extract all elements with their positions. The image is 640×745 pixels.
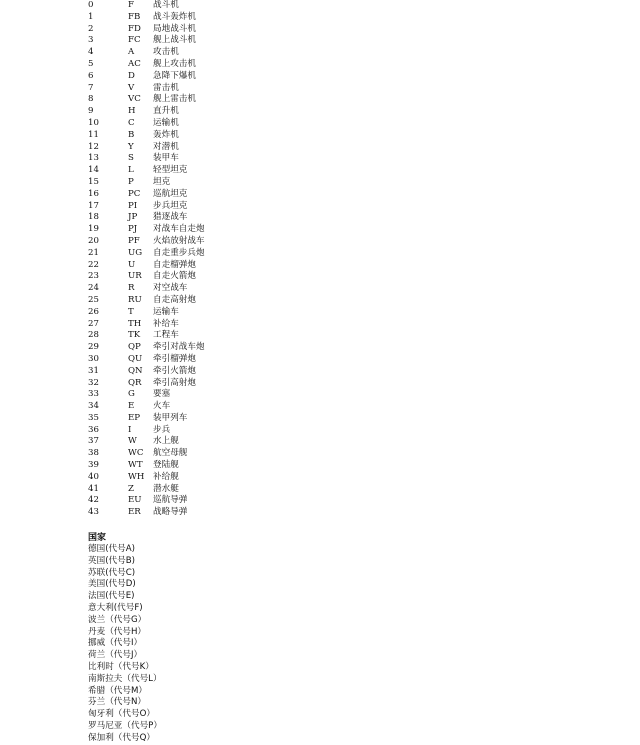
unit-type-row (88, 94, 388, 106)
unit-name: 猎逐战车 (153, 212, 188, 223)
unit-type-row (88, 142, 388, 154)
country-item: 匈牙利（代号O） (88, 709, 155, 720)
unit-code: FB (128, 11, 141, 22)
unit-code: Y (128, 141, 134, 152)
unit-type-row (88, 35, 388, 47)
unit-index: 26 (88, 306, 99, 317)
country-item: 意大利(代号F) (88, 603, 143, 614)
country-item: 保加利（代号Q） (88, 732, 155, 743)
unit-code: AC (128, 58, 141, 69)
unit-index: 23 (88, 271, 99, 282)
unit-name: 自走火箭炮 (153, 271, 196, 282)
unit-name: 巡航坦克 (153, 188, 188, 199)
unit-code: WC (128, 448, 144, 459)
unit-type-row (88, 118, 388, 130)
country-item: 丹麦（代号H） (88, 626, 147, 637)
unit-index: 28 (88, 330, 99, 341)
unit-type-row (88, 460, 388, 472)
unit-index: 35 (88, 412, 99, 423)
unit-code: W (128, 436, 137, 447)
unit-type-row (88, 283, 388, 295)
unit-type-row (88, 436, 388, 448)
unit-name: 牵引榴弹炮 (153, 353, 196, 364)
unit-name: 急降下爆机 (153, 70, 196, 81)
unit-name: 牵引火箭炮 (153, 365, 196, 376)
unit-type-row (88, 495, 388, 507)
unit-name: 火焰放射战车 (153, 235, 205, 246)
unit-code: FC (128, 35, 141, 46)
unit-name: 潜水艇 (153, 483, 179, 494)
unit-code: I (128, 424, 132, 435)
unit-name: 火车 (153, 401, 171, 412)
unit-code: UR (128, 271, 142, 282)
unit-index: 39 (88, 460, 99, 471)
unit-type-row (88, 354, 388, 366)
unit-index: 24 (88, 283, 99, 294)
unit-code: PJ (128, 224, 138, 235)
unit-index: 15 (88, 176, 99, 187)
unit-code: P (128, 176, 134, 187)
unit-name: 雷击机 (153, 82, 179, 93)
unit-name: 舰上雷击机 (153, 94, 196, 105)
section-spacer (88, 519, 388, 532)
unit-type-row (88, 212, 388, 224)
unit-type-row (88, 472, 388, 484)
unit-code: PC (128, 188, 141, 199)
unit-name: 要塞 (153, 389, 171, 400)
unit-name: 巡航导弹 (153, 495, 188, 506)
unit-name: 战斗机 (153, 0, 179, 10)
unit-name: 登陆舰 (153, 460, 179, 471)
unit-index: 20 (88, 235, 99, 246)
unit-name: 自走榴弹炮 (153, 259, 196, 270)
country-item: 南斯拉夫（代号L） (88, 673, 162, 684)
unit-name: 航空母舰 (153, 448, 188, 459)
unit-code: FD (128, 23, 141, 34)
unit-name: 牵引对战车炮 (153, 342, 205, 353)
unit-name: 补给车 (153, 318, 179, 329)
unit-type-row (88, 165, 388, 177)
unit-code: WH (128, 471, 145, 482)
unit-type-row (88, 330, 388, 342)
unit-index: 0 (88, 0, 94, 10)
unit-index: 14 (88, 165, 99, 176)
unit-name: 步兵 (153, 424, 171, 435)
unit-name: 轰炸机 (153, 129, 179, 140)
unit-type-row (88, 448, 388, 460)
unit-code: L (128, 165, 134, 176)
unit-type-row (88, 189, 388, 201)
country-item: 挪威（代号I） (88, 638, 143, 649)
unit-type-row (88, 319, 388, 331)
unit-name: 牵引高射炮 (153, 377, 196, 388)
unit-index: 16 (88, 188, 99, 199)
unit-name: 装甲车 (153, 153, 179, 164)
unit-name: 对战车自走炮 (153, 224, 205, 235)
unit-index: 8 (88, 94, 94, 105)
unit-type-row (88, 484, 388, 496)
unit-index: 25 (88, 294, 99, 305)
document-body (88, 0, 388, 745)
unit-index: 31 (88, 365, 99, 376)
unit-type-row (88, 24, 388, 36)
unit-index: 42 (88, 495, 99, 506)
unit-type-row (88, 201, 388, 213)
unit-name: 水上舰 (153, 436, 179, 447)
unit-index: 10 (88, 117, 99, 128)
unit-name: 轻型坦克 (153, 165, 188, 176)
unit-code: JP (128, 212, 138, 223)
unit-index: 2 (88, 23, 94, 34)
unit-index: 37 (88, 436, 99, 447)
unit-type-row (88, 271, 388, 283)
unit-index: 33 (88, 389, 99, 400)
countries-heading: 国家 (88, 533, 107, 544)
unit-index: 5 (88, 58, 94, 69)
unit-name: 战略导弹 (153, 507, 188, 518)
unit-type-row (88, 507, 388, 519)
country-list (88, 544, 388, 745)
unit-name: 直升机 (153, 106, 179, 117)
unit-code: EP (128, 412, 141, 423)
unit-code: S (128, 153, 134, 164)
unit-index: 36 (88, 424, 99, 435)
unit-name: 自走重步兵炮 (153, 247, 205, 258)
unit-type-row (88, 47, 388, 59)
unit-code: QP (128, 342, 141, 353)
unit-index: 32 (88, 377, 99, 388)
unit-type-row (88, 130, 388, 142)
unit-name: 舰上攻击机 (153, 58, 196, 69)
unit-type-row (88, 177, 388, 189)
unit-name: 攻击机 (153, 47, 179, 58)
country-item: 法国(代号E) (88, 591, 135, 602)
unit-code: QR (128, 377, 142, 388)
unit-index: 34 (88, 401, 99, 412)
unit-code: H (128, 106, 136, 117)
unit-index: 21 (88, 247, 99, 258)
unit-index: 22 (88, 259, 99, 270)
unit-index: 41 (88, 483, 99, 494)
unit-index: 19 (88, 224, 99, 235)
country-item: 美国(代号D) (88, 579, 136, 590)
unit-code: QN (128, 365, 143, 376)
unit-index: 4 (88, 47, 94, 58)
unit-type-row (88, 366, 388, 378)
unit-code: B (128, 129, 135, 140)
unit-code: T (128, 306, 134, 317)
unit-code: Z (128, 483, 134, 494)
country-item: 比利时（代号K） (88, 662, 154, 673)
unit-code: E (128, 401, 135, 412)
unit-name: 对潜机 (153, 141, 179, 152)
country-item: 罗马尼亚（代号P） (88, 721, 162, 732)
unit-code: G (128, 389, 135, 400)
unit-name: 局地战斗机 (153, 23, 196, 34)
unit-type-table (88, 0, 388, 519)
unit-type-row (88, 425, 388, 437)
unit-type-row (88, 106, 388, 118)
country-item: 德国(代号A) (88, 544, 135, 555)
unit-type-row (88, 12, 388, 24)
unit-index: 29 (88, 342, 99, 353)
unit-code: V (128, 82, 135, 93)
unit-code: TK (128, 330, 141, 341)
country-item: 苏联(代号C) (88, 567, 136, 578)
unit-type-row (88, 59, 388, 71)
unit-index: 3 (88, 35, 94, 46)
unit-type-row (88, 295, 388, 307)
unit-index: 7 (88, 82, 94, 93)
unit-code: PI (128, 200, 138, 211)
unit-type-row (88, 71, 388, 83)
unit-code: PF (128, 235, 140, 246)
unit-type-row (88, 153, 388, 165)
country-item: 英国(代号B) (88, 555, 135, 566)
unit-type-row (88, 0, 388, 12)
unit-index: 1 (88, 11, 94, 22)
unit-name: 运输车 (153, 306, 179, 317)
unit-code: TH (128, 318, 142, 329)
unit-name: 装甲列车 (153, 412, 188, 423)
unit-index: 18 (88, 212, 99, 223)
unit-index: 43 (88, 507, 99, 518)
unit-name: 补给舰 (153, 471, 179, 482)
unit-name: 运输机 (153, 117, 179, 128)
unit-index: 13 (88, 153, 99, 164)
unit-code: VC (128, 94, 141, 105)
unit-code: C (128, 117, 135, 128)
country-item: 荷兰（代号J） (88, 650, 143, 661)
unit-code: RU (128, 294, 142, 305)
unit-code: R (128, 283, 135, 294)
unit-code: F (128, 0, 134, 10)
unit-code: D (128, 70, 135, 81)
unit-code: ER (128, 507, 141, 518)
unit-index: 27 (88, 318, 99, 329)
unit-name: 对空战车 (153, 283, 188, 294)
unit-type-row (88, 236, 388, 248)
unit-index: 38 (88, 448, 99, 459)
unit-index: 11 (88, 129, 99, 140)
country-item: 芬兰（代号N） (88, 697, 146, 708)
unit-type-row (88, 307, 388, 319)
country-item: 希腊（代号M） (88, 685, 147, 696)
unit-name: 舰上战斗机 (153, 35, 196, 46)
unit-code: QU (128, 353, 143, 364)
unit-index: 6 (88, 70, 94, 81)
unit-index: 12 (88, 141, 99, 152)
unit-code: WT (128, 460, 143, 471)
unit-name: 自走高射炮 (153, 294, 196, 305)
unit-type-row (88, 83, 388, 95)
unit-index: 30 (88, 353, 99, 364)
unit-name: 工程车 (153, 330, 179, 341)
unit-name: 坦克 (153, 176, 171, 187)
unit-type-row (88, 378, 388, 390)
unit-type-row (88, 413, 388, 425)
unit-index: 9 (88, 106, 94, 117)
unit-code: UG (128, 247, 143, 258)
unit-code: U (128, 259, 136, 270)
unit-type-row (88, 401, 388, 413)
unit-code: EU (128, 495, 142, 506)
unit-index: 17 (88, 200, 99, 211)
unit-type-row (88, 342, 388, 354)
country-item: 波兰（代号G） (88, 614, 147, 625)
unit-name: 战斗轰炸机 (153, 11, 196, 22)
unit-type-row (88, 248, 388, 260)
unit-type-row (88, 389, 388, 401)
unit-type-row (88, 224, 388, 236)
unit-index: 40 (88, 471, 99, 482)
unit-code: A (128, 47, 135, 58)
unit-name: 步兵坦克 (153, 200, 188, 211)
unit-type-row (88, 260, 388, 272)
